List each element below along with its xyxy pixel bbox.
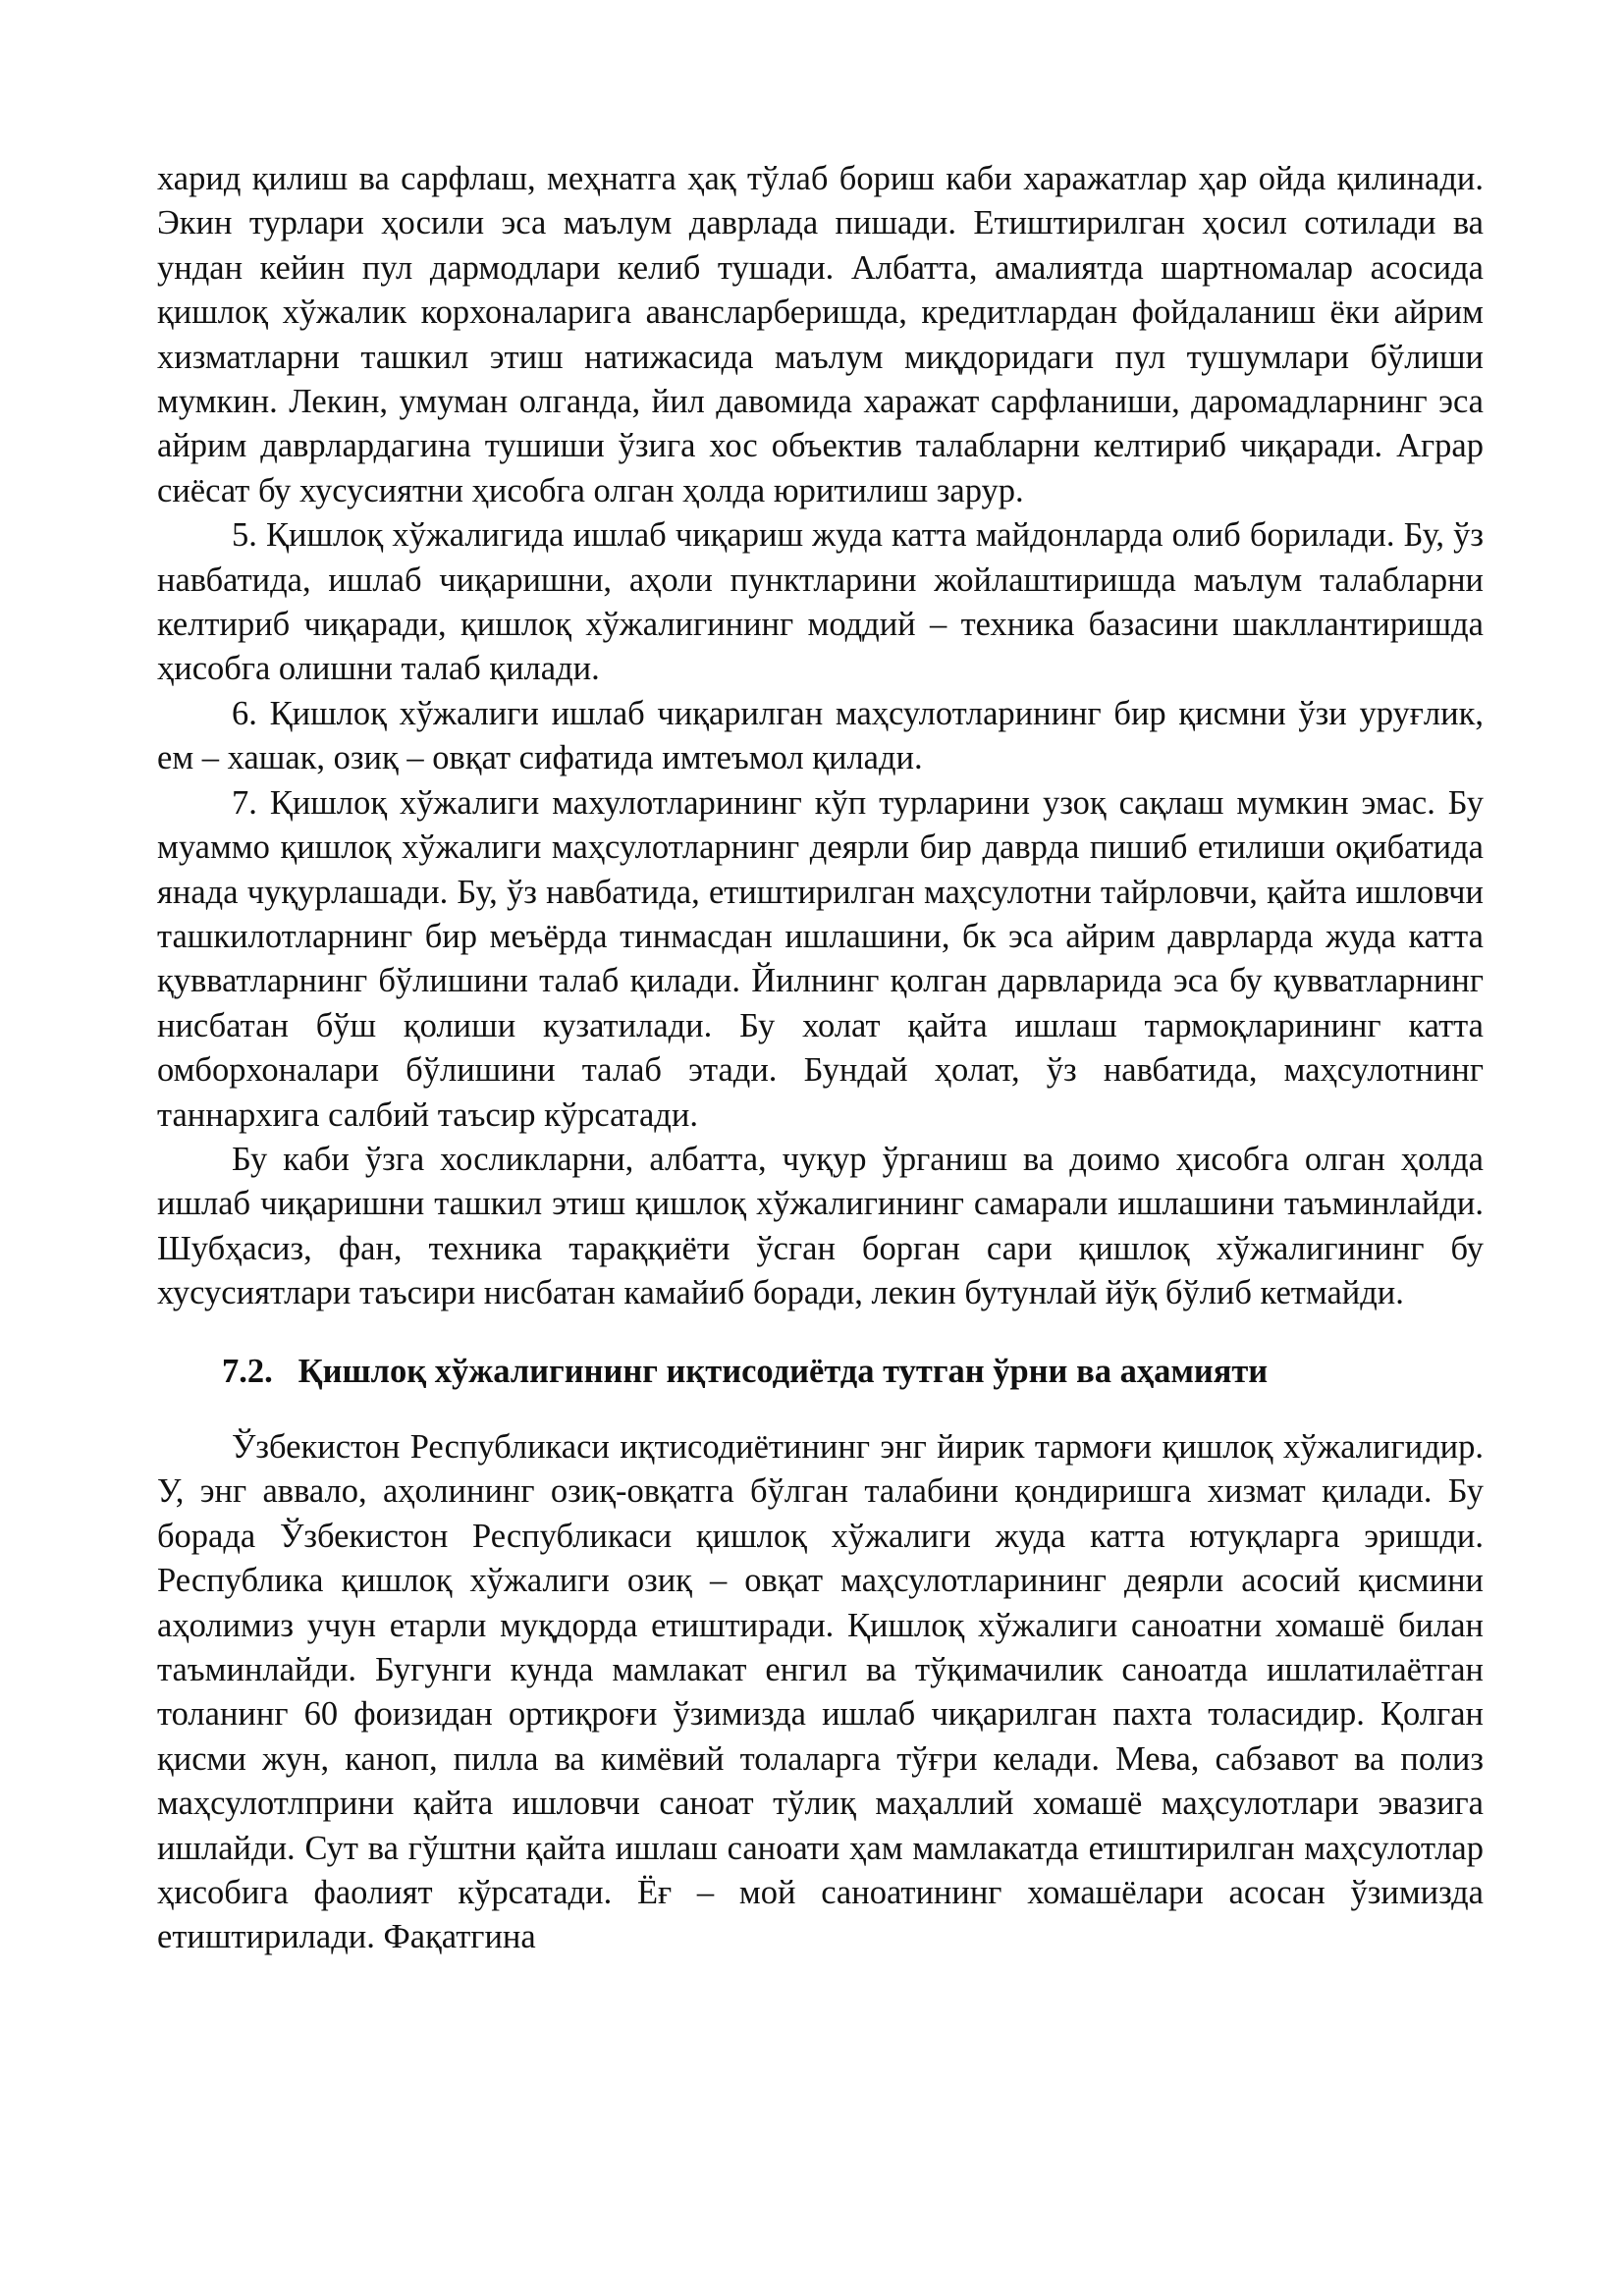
section-heading	[157, 1350, 1484, 1394]
paragraph-item-7: 7. Қишлоқ хўжалиги махулотларининг кўп турларини узоқ сақлаш мумкин эмас. Бу муаммо қишлоқ хўжалиги маҳсулотларнинг деярли бир даврда пишиб етилиши оқибатида янада чуқурлашади. Бу, ўз навбатида, етиштирилган маҳсулотни тайрловчи, қайта ишловчи ташкилотларнинг бир меъёрда тинмасдан ишлашини, бк эса айрим даврларда жуда катта қувватларнинг бўлишини талаб қилади. Йилнинг қолган дарвларида эса бу қувватларнинг нисбатан бўш қолиши кузатилади. Бу холат қайта ишлаш тармоқларининг катта омборхоналари бўлишини талаб этади. Бундай ҳолат, ўз навбатида, маҳсулотнинг таннархига салбий таъсир кўрсатади.	[157, 783, 1484, 1134]
paragraph-item-6: 6. Қишлоқ хўжалиги ишлаб чиқарилган маҳсулотларининг бир қисмни ўзи уруғлик, ем – хашак, озиқ – овқат сифатида имтеъмол қилади.	[157, 694, 1484, 777]
section-number: 7.2.	[222, 1352, 273, 1390]
paragraph-conclusion: Бу каби ўзга хосликларни, албатта, чуқур ўрганиш ва доимо ҳисобга олган ҳолда ишлаб чиқаришни ташкил этиш қишлоқ хўжалигининг самарали ишлашини таъминлайди. Шубҳасиз, фан, техника тараққиёти ўсган борган сари қишлоқ хўжалигининг бу хусусиятлари таъсири нисбатан камайиб боради, лекин бутунлай йўқ бўлиб кетмайди.	[157, 1140, 1484, 1312]
paragraph-section-intro: Ўзбекистон Республикаси иқтисодиётининг энг йирик тармоғи қишлоқ хўжалигидир. У, энг аввало, аҳолининг озиқ-овқатга бўлган талабини қондиришга хизмат қилади. Бу борада Ўзбекистон Республикаси қишлоқ хўжалиги жуда катта ютуқларга эришди. Республика қишлоқ хўжалиги озиқ – овқат маҳсулотларининг деярли асосий қисмини аҳолимиз учун етарли муқдорда етиштиради. Қишлоқ хўжалиги саноатни хомашё билан таъминлайди. Бугунги кунда мамлакат енгил ва тўқимачилик саноатда ишлатилаётган толанинг 60 фоизидан ортиқроғи ўзимизда ишлаб чиқарилган пахта толасидир. Қолган қисми жун, каноп, пилла ва кимёвий толаларга тўғри келади. Мева, сабзавот ва полиз маҳсулотлприни қайта ишловчи саноат тўлиқ маҳаллий хомашё маҳсулотлари эвазига ишлайди. Сут ва гўштни қайта ишлаш саноати ҳам мамлакатда етиштирилган маҳсулотлар ҳисобига фаолият кўрсатади. Ёғ – мой саноатининг хомашёлари асосан ўзимизда етиштирилади. Фақатгина	[157, 1427, 1484, 1956]
section-title: Қишлоқ хўжалигининг иқтисодиётда тутган ўрни ва аҳамияти	[298, 1352, 1269, 1390]
paragraph-continuation: харид қилиш ва сарфлаш, меҳнатга ҳақ тўлаб бориш каби харажатлар ҳар ойда қилинади. Экин турлари ҳосили эса маълум даврлада пишади. Етиштирилган ҳосил сотилади ва ундан кейин пул дармодлари келиб тушади. Албатта, амалиятда шартномалар асосида қишлоқ хўжалик корхоналарига авансларберишда, кредитлардан фойдаланиш ёки айрим хизматларни ташкил этиш натижасида маълум миқдоридаги пул тушумлари бўлиши мумкин. Лекин, умуман олганда, йил давомида харажат сарфланиши, даромадларнинг эса айрим даврлардагина тушиши ўзига хос объектив талабларни келтириб чиқаради. Аграр сиёсат бу хусусиятни ҳисобга олган ҳолда юритилиш зарур.	[157, 160, 1484, 509]
paragraph-item-5: 5. Қишлоқ хўжалигида ишлаб чиқариш жуда катта майдонларда олиб борилади. Бу, ўз навбатида, ишлаб чиқаришни, аҳоли пунктларини жойлаштиришда маълум талабларни келтириб чиқаради, қишлоқ хўжалигининг моддий – техника базасини шакллантиришда ҳисобга олишни талаб қилади.	[157, 516, 1484, 688]
document-page	[157, 157, 1484, 1960]
